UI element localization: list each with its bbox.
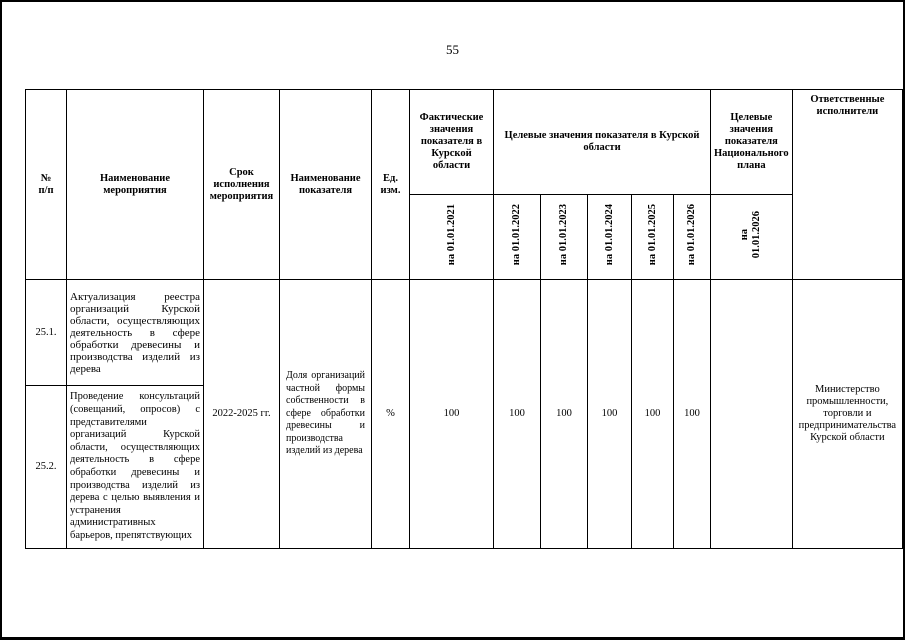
date-2022: на 01.01.2022 — [511, 204, 522, 266]
value-2025: 100 — [632, 280, 674, 549]
page-number: 55 — [446, 42, 459, 57]
page-border-left — [0, 0, 2, 640]
header-indicator-name: Наименование показателя — [280, 90, 372, 280]
header-num: № п/п — [26, 90, 67, 280]
value-2023: 100 — [541, 280, 588, 549]
event-text: Актуализация реестра организаций Курской области, осуществляющих деятельность в сфере обработки древесины и производства изделий из дерева — [67, 280, 204, 386]
responsible-cell: Министерство промышленности, торговли и предпринимательства Курской области — [792, 280, 902, 549]
row-number: 25.2. — [26, 386, 67, 549]
header-event-name: Наименование мероприятия — [67, 90, 204, 280]
row-number: 25.1. — [26, 280, 67, 386]
header-actual-values: Фактические значения показателя в Курской области — [410, 90, 494, 195]
national-date: на 01.01.2026 — [739, 211, 763, 259]
header-row-1 — [26, 90, 903, 195]
value-2022: 100 — [494, 280, 541, 549]
page-border-top — [0, 0, 905, 2]
indicator-cell: Доля организаций частной формы собственности в сфере обработки древесины и производства изделий из дерева — [280, 280, 372, 549]
header-national-target: Целевые значения показателя Национального плана — [711, 90, 793, 195]
table-row — [26, 280, 903, 386]
unit-cell: % — [372, 280, 410, 549]
measures-table — [25, 89, 903, 549]
header-term: Срок исполнения мероприятия — [204, 90, 280, 280]
event-text: Проведение консультаций (совещаний, опросов) с представителями организаций Курской области, осуществляющих деятельность в сфере обработки древесины и производства изделий из дерева с целью выявления и устранения административных барьеров, препятствующих — [67, 386, 204, 549]
header-responsible: Ответственные исполнители — [792, 90, 902, 280]
date-2023: на 01.01.2023 — [558, 204, 569, 266]
national-value — [711, 280, 793, 549]
date-2025: на 01.01.2025 — [646, 204, 658, 266]
term-cell: 2022-2025 гг. — [204, 280, 280, 549]
header-unit: Ед. изм. — [372, 90, 410, 280]
header-target-values: Целевые значения показателя в Курской области — [494, 90, 711, 195]
date-2026: на 01.01.2026 — [686, 204, 697, 266]
value-2021: 100 — [410, 280, 494, 549]
date-2021: на 01.01.2021 — [445, 204, 457, 266]
date-2024: на 01.01.2024 — [603, 204, 615, 266]
value-2024: 100 — [588, 280, 632, 549]
value-2026: 100 — [674, 280, 711, 549]
